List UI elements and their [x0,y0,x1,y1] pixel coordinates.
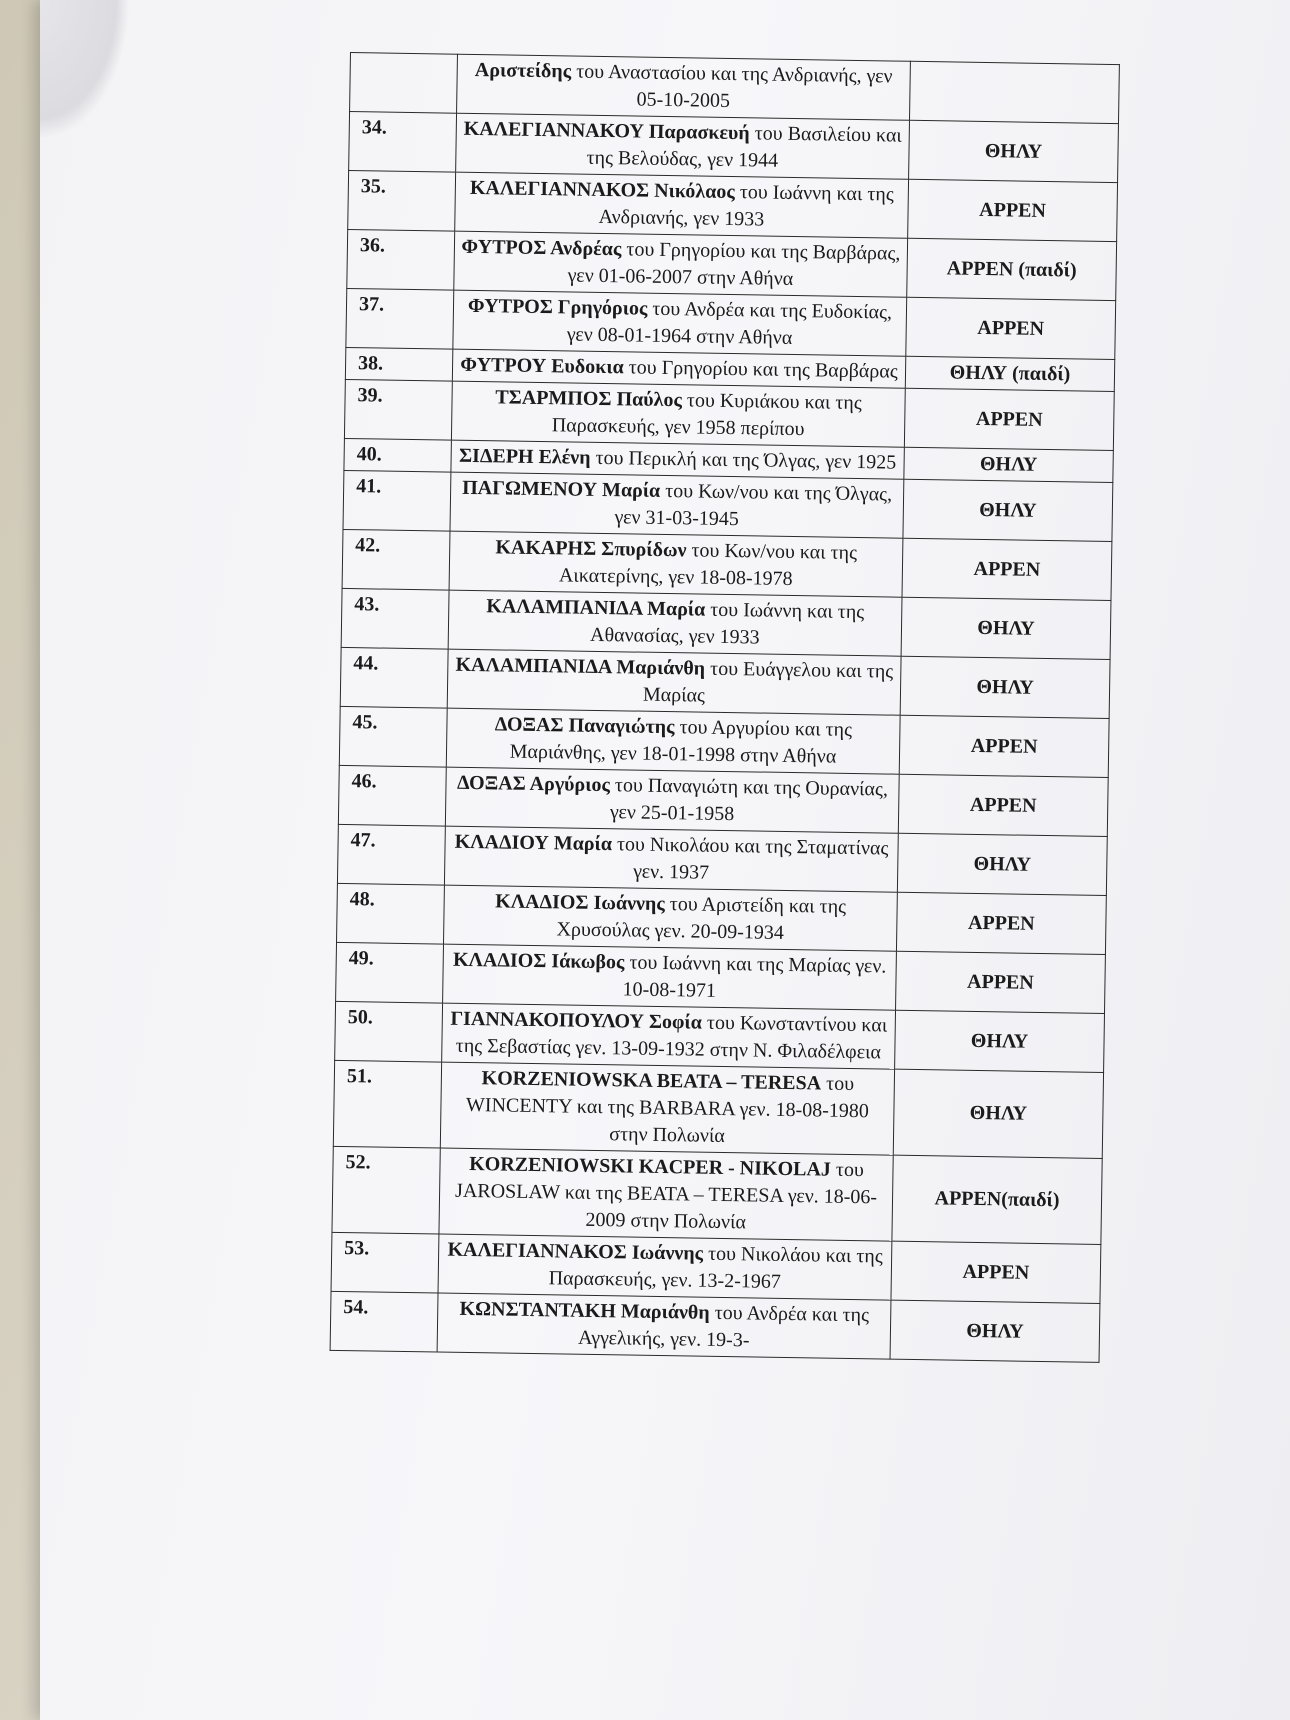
person-details: του Γρηγορίου και της Βαρβάρας, γεν 01-06-2007 στην Αθήνα [567,238,901,290]
person-name: ΚΑΛΑΜΠΑΝΙΔΑ Μαρία [486,595,706,621]
person-entry [443,944,897,1010]
person-name: ΣΙΔΕΡΗ Ελένη [458,444,591,469]
person-details: του Παναγιώτη και της Ουρανίας, γεν 25-01-1958 [609,774,889,826]
person-name: ΦΥΤΡΟΣ Ανδρέας [461,235,622,261]
row-number: 54. [330,1291,438,1352]
person-name: ΔΟΞΑΣ Παναγιώτης [494,713,675,739]
person-details: του Ανδρέα και της Ευδοκίας, γεν 08-01-1964 στην Αθήνα [566,297,893,349]
row-number: 47. [337,824,445,885]
person-details: του Κωνσταντίνου και της Σεβαστίας γεν. 13-09-1932 στην Ν. Φιλαδέλφεια [455,1011,888,1064]
row-number: 40. [344,438,451,472]
sex-cell: ΘΗΛΥ [903,479,1113,541]
sex-cell: ΘΗΛΥ [897,833,1107,895]
person-details: του Περικλή και της Όλγας, γεν 1925 [590,446,897,474]
sex-cell: ΘΗΛΥ (παιδί) [905,356,1114,391]
person-name: KORZENIOWSKI KACPER - NIKOLAJ [469,1153,832,1181]
person-entry [447,649,901,715]
table-row [330,1291,1100,1362]
sex-cell: ΘΗΛΥ [895,1010,1105,1072]
person-entry [444,826,898,892]
row-number: 41. [343,470,451,531]
row-number: 46. [338,765,446,826]
person-entry [446,708,900,774]
row-number: 52. [332,1146,440,1234]
person-details: του Ευάγγελου και της Μαρίας [642,657,894,707]
person-name: ΚΛΑΔΙΟΣ Ιάκωβος [452,948,625,974]
person-details: του Κυριάκου και της Παρασκευής, γεν 1958 περίπου [551,389,862,441]
sex-cell: ΘΗΛΥ [893,1069,1103,1158]
person-details: του Ιωάννη και της Αθανασίας, γεν 1933 [589,598,865,649]
sex-cell: ΑΡΡΕΝ [904,388,1114,450]
person-entry [443,885,897,951]
person-name: ΚΑΚΑΡΗΣ Σπυρίδων [495,536,687,562]
row-number: 44. [340,647,448,708]
person-name: ΚΑΛΕΓΙΑΝΝΑΚΟΣ Νικόλαος [469,176,735,204]
paper-curl [40,0,130,140]
person-details: του Αργυρίου και της Μαριάνθης, γεν 18-01-1998 στην Αθήνα [509,716,853,768]
sex-cell: ΑΡΡΕΝ [898,774,1108,836]
person-details: του Γρηγορίου και της Βαρβάρας [623,356,898,383]
person-entry [440,1062,894,1155]
sex-cell: ΑΡΡΕΝ [896,892,1106,954]
registry-table [330,52,1120,1363]
row-number: 45. [339,706,447,767]
person-name: ΚΛΑΔΙΟΥ Μαρία [454,830,613,856]
person-entry [438,1234,892,1300]
person-details: του Ιωάννη και της Ανδριανής, γεν 1933 [598,181,894,231]
person-entry [442,1003,896,1069]
person-name: ΔΟΞΑΣ Αργύριος [456,771,611,797]
person-entry [451,381,905,447]
person-entry [439,1148,893,1241]
person-entry [437,1293,891,1359]
row-number: 51. [333,1060,441,1148]
row-number: 34. [349,112,457,173]
row-number: 43. [341,588,449,649]
sex-cell: ΑΡΡΕΝ (παιδί) [907,238,1117,300]
person-name: Αριστείδης [474,58,572,83]
registry-document [330,52,1120,1363]
row-number: 48. [337,883,445,944]
person-entry [450,472,904,538]
person-name: ΦΥΤΡΟΥ Ευδοκια [460,353,624,379]
person-details: του Νικολάου και της Παρασκευής, γεν. 13-2-1967 [548,1242,883,1293]
registry-table-body [330,53,1119,1363]
person-details: του Κων/νου και της Όλγας, γεν 31-03-1945 [614,479,893,531]
person-details: του Αριστείδη και της Χρυσούλας γεν. 20-09-1934 [556,893,847,944]
person-details: του Ανδρέα και της Αγγελικής, γεν. 19-3- [577,1301,870,1352]
sex-cell: ΘΗΛΥ [904,447,1113,482]
row-number: 42. [342,529,450,590]
person-entry [456,113,910,179]
row-number: 39. [344,379,452,440]
person-entry [445,767,899,833]
sex-cell: ΑΡΡΕΝ [908,179,1118,241]
person-details: του Βασιλείου και της Βελούδας, γεν 1944 [586,122,902,172]
sex-cell: ΘΗΛΥ [890,1300,1100,1362]
sex-cell [909,61,1119,123]
person-name: ΦΥΤΡΟΣ Γρηγόριος [467,294,648,320]
person-entry [455,172,909,238]
sex-cell: ΑΡΡΕΝ [906,297,1116,359]
person-entry [454,231,908,297]
sex-cell: ΘΗΛΥ [901,597,1111,659]
paper-sheet [40,0,1290,1720]
person-entry [453,290,907,356]
person-name: ΚΛΑΔΙΟΣ Ιωάννης [495,890,665,916]
person-name: KORZENIOWSKA BEATA – TERESA [481,1067,822,1095]
person-details: του Κων/νου και της Αικατερίνης, γεν 18-08-1978 [558,539,858,591]
table-row [333,1060,1103,1158]
person-name: ΓΙΑΝΝΑΚΟΠΟΥΛΟΥ Σοφία [450,1007,703,1034]
row-number [350,53,458,114]
sex-cell: ΑΡΡΕΝ [891,1241,1101,1303]
person-details: του Αναστασίου και της Ανδριανής, γεν 05-10-2005 [571,60,893,112]
sex-cell: ΑΡΡΕΝ [902,538,1112,600]
person-details: του JAROSLAW και της BEATA – TERESA γεν. 18-06-2009 στην Πολωνία [454,1158,878,1234]
sex-cell: ΑΡΡΕΝ(παιδί) [892,1155,1102,1244]
person-details: του Νικολάου και της Σταματίνας γεν. 1937 [611,833,889,884]
row-number: 38. [345,347,452,381]
table-row [332,1146,1102,1244]
row-number: 50. [335,1001,443,1062]
sex-cell: ΘΗΛΥ [900,656,1110,718]
person-entry [449,531,903,597]
person-name: ΠΑΓΩΜΕΝΟΥ Μαρία [462,476,661,502]
person-details: του WINCENTY και της BARBARA γεν. 18-08-1980 στην Πολωνία [465,1072,870,1148]
sex-cell: ΑΡΡΕΝ [899,715,1109,777]
row-number: 49. [336,942,444,1003]
row-number: 53. [331,1232,439,1293]
person-entry [457,54,911,120]
row-number: 35. [348,170,456,231]
person-name: ΚΑΛΑΜΠΑΝΙΔΑ Μαριάνθη [455,653,706,680]
row-number: 36. [347,229,455,290]
person-name: ΚΑΛΕΓΙΑΝΝΑΚΟΥ Παρασκευή [463,117,750,145]
person-name: ΚΑΛΕΓΙΑΝΝΑΚΟΣ Ιωάννης [447,1238,704,1265]
sex-cell: ΑΡΡΕΝ [896,951,1106,1013]
person-name: ΤΣΑΡΜΠΟΣ Παύλος [495,386,683,412]
person-entry [448,590,902,656]
sex-cell: ΘΗΛΥ [909,120,1119,182]
row-number: 37. [346,288,454,349]
person-name: ΚΩΝΣΤΑΝΤΑΚΗ Μαριάνθη [459,1297,710,1324]
person-details: του Ιωάννη και της Μαρίας γεν. 10-08-1971 [622,951,887,1002]
